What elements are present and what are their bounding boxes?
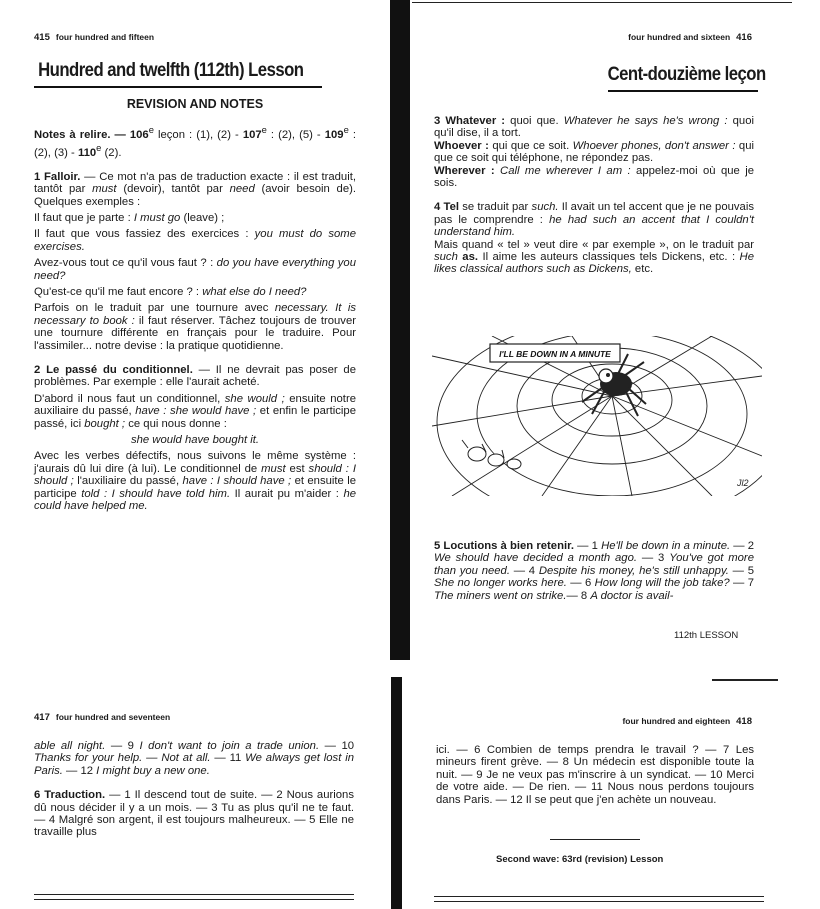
note-3-whatever: 3 Whatever : quoi que. Whatever he says he's wrong : quoi qu'il dise, il a tort. [434,115,754,140]
page-number: 417 [34,712,50,723]
note-4-tel: 4 Tel se traduit par such. Il avait un tel accent que je ne pouvais pas le comprendre : he had such an accent that I couldn't understand him. [434,201,754,239]
page-number: 418 [736,716,752,727]
example-line: Qu'est-ce qu'il me faut encore ? : what else do I need? [34,286,307,298]
sign-board [490,344,620,362]
body-text-418 [436,744,754,810]
running-head-text: four hundred and sixteen [628,32,731,42]
body-text-417 [34,740,354,843]
artist-signature: Jl2 [737,478,749,488]
running-head-416 [628,32,758,43]
page-417 [0,672,388,909]
bottom-rule [434,901,764,902]
trapped-flies [462,440,521,469]
page-number: 416 [736,32,752,43]
page-416 [412,0,820,655]
body-text-415 [34,98,356,517]
notes-to-reread: Notes à relire. — 106e leçon : (1), (2) - 107e : (2), (5) - 109e : (2), (3) - 110e (2). [34,124,356,159]
exercise-6-translation: 6 Traduction. — 1 Il descend tout de suite. — 2 Nous aurions dû nous décider il y a un mois. — 3 Tu as plus qu'il ne te faut. — 4 Malgré son argent, il est toujours malheureux. — 5 Elle ne travaille plus [34,789,354,839]
note-4-such-as: Mais quand « tel » veut dire « par exemple », on le traduit par such as. Il aime les auteurs classiques tels Dickens, etc. : He likes classical authors such as Dickens, etc. [434,238,754,276]
page-415 [0,0,388,655]
note-2-defective-verbs: Avec les verbes défectifs, nous suivons le même système : j'aurais dû lui dire (à lui). Le conditionnel de must est should : I should ; l'auxiliaire du passé, have : I should have ; et ensuite le participe told : I should have told him. Il aurait pu m'aider : he could have helped me. [34,450,357,513]
example-line: Il faut que je parte : I must go (leave) ; [34,211,225,224]
running-head-417 [34,712,170,723]
spider-web-cartoon [432,336,762,496]
note-2-example: she would have bought it. [130,434,260,447]
body-text-416 [434,115,754,280]
page-418 [412,672,820,909]
note-2-paragraph: 2 Le passé du conditionnel. — Il ne devrait pas poser de problèmes. Par exemple : elle l'aurait acheté. [34,364,356,389]
book-spine-bottom [391,677,402,909]
exercise-5-locutions: 5 Locutions à bien retenir. — 1 He'll be down in a minute. — 2 We should have decided a month ago. — 3 You've got more than you need. — 4 Despite his money, he's still unhappy. — 5 She no longer works here. — 6 How long will the job take? — 7 The miners went on strike.— 8 A doctor is avail- [434,540,755,602]
note-1-extra-paragraph: Parfois on le traduit par une tournure avec necessary. It is necessary to book : il faut réserver. Tâchez toujours de trouver une tournure différente en français pour le traduire. Pour l'assimiler... notre devise : la pratique quotidienne. [34,302,356,352]
bottom-rule [34,894,354,895]
short-rule [550,839,640,840]
note-2-construction: D'abord il nous faut un conditionnel, she would ; ensuite notre auxiliaire du passé, have : she would have ; et enfin le participe passé, ici bought ; ce qui nous donne : [34,392,356,430]
example-line: Avez-vous tout ce qu'il vous faut ? : do you have everything you need? [34,257,356,282]
note-3-whoever: Whoever : qui que ce soit. Whoever phones, don't answer : qui que ce soit qui téléphone, ne répondez pas. [434,139,754,165]
running-head-418 [622,716,758,727]
note-1-paragraph: 1 Falloir. — Ce mot n'a pas de traduction exacte : il est traduit, tantôt par must (devoir), tantôt par need (avoir besoin de). Quelques exemples : [34,170,357,208]
title-rule [34,86,322,88]
lesson-title: Hundred and twelfth (112th) Lesson [38,60,304,81]
page-number: 415 [34,32,50,43]
section-heading: REVISION AND NOTES [126,97,264,111]
note-3-wherever: Wherever : Call me wherever I am : appelez-moi où que je sois. [434,164,755,190]
title-rule [608,90,758,92]
lesson-title: Cent-douzième leçon [607,64,766,85]
exercise-5-continued: able all night. — 9 I don't want to join a trade union. — 10 Thanks for your help. — Not at all. — 11 We always get lost in Paris. — 12 I might buy a new one. [34,740,355,777]
running-head-text: four hundred and seventeen [55,712,171,722]
translation-continued: ici. — 6 Combien de temps prendra le travail ? — 7 Les mineurs firent grève. — 8 Un médecin est disponible toute la nuit. — 9 Je ne veux pas m'inscrire à un syndicat. — 10 Merci de votre aide. — De rien. — 11 Nous nous perdons toujours dans Paris. — 12 Il se peut que j'en achète un nouveau. [436,744,754,806]
running-head-text: four hundred and eighteen [622,716,731,726]
running-head-415 [34,32,154,43]
bottom-rule [34,899,354,900]
running-head-text: four hundred and fifteen [55,32,155,42]
second-wave-note: Second wave: 63rd (revision) Lesson [496,854,664,865]
lesson-tag: 112th LESSON [674,630,739,641]
example-line: Il faut que vous fassiez des exercices : you must do some exercises. [34,228,356,253]
body-text-416-exercise [434,540,754,606]
book-spine [390,0,410,660]
sign-text: I'LL BE DOWN IN A MINUTE [499,349,611,359]
bottom-rule [434,896,764,897]
